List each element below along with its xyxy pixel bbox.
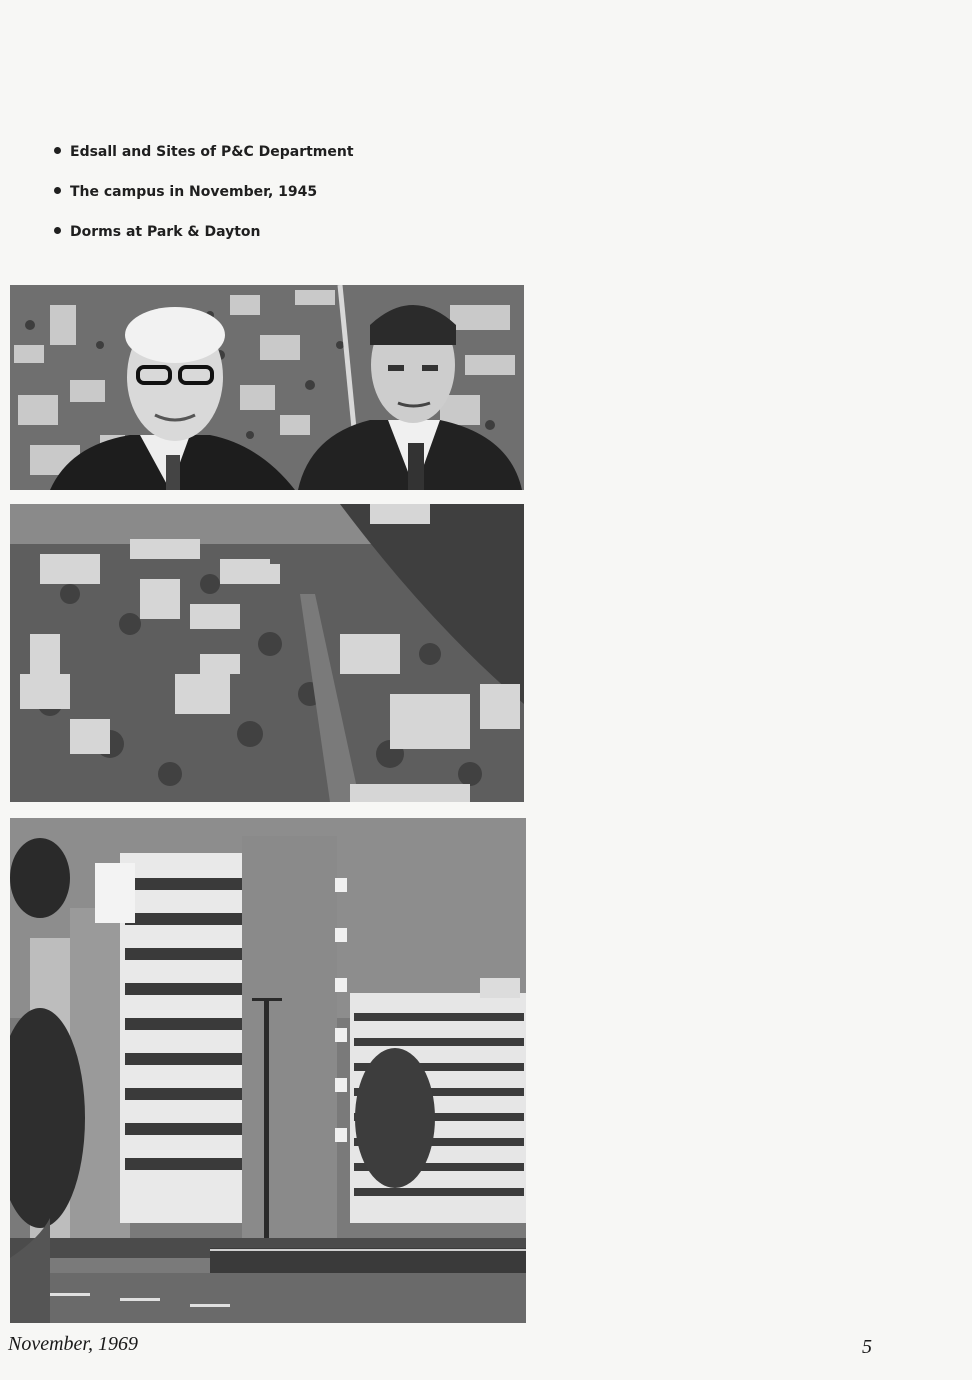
dormitory-photo xyxy=(10,818,526,1323)
caption-item xyxy=(54,184,317,200)
bullet-icon xyxy=(54,187,61,194)
issue-date: November, 1969 xyxy=(8,1333,138,1355)
bullet-icon xyxy=(54,227,61,234)
bullet-icon xyxy=(54,147,61,154)
page-number: 5 xyxy=(862,1336,872,1358)
caption-text: The campus in November, 1945 xyxy=(70,184,318,200)
caption-item xyxy=(54,224,261,240)
caption-item xyxy=(54,144,354,160)
caption-text: Edsall and Sites of P&C Department xyxy=(70,144,354,160)
portrait-photo xyxy=(10,285,524,490)
caption-text: Dorms at Park & Dayton xyxy=(70,224,261,240)
aerial-campus-photo xyxy=(10,504,524,802)
